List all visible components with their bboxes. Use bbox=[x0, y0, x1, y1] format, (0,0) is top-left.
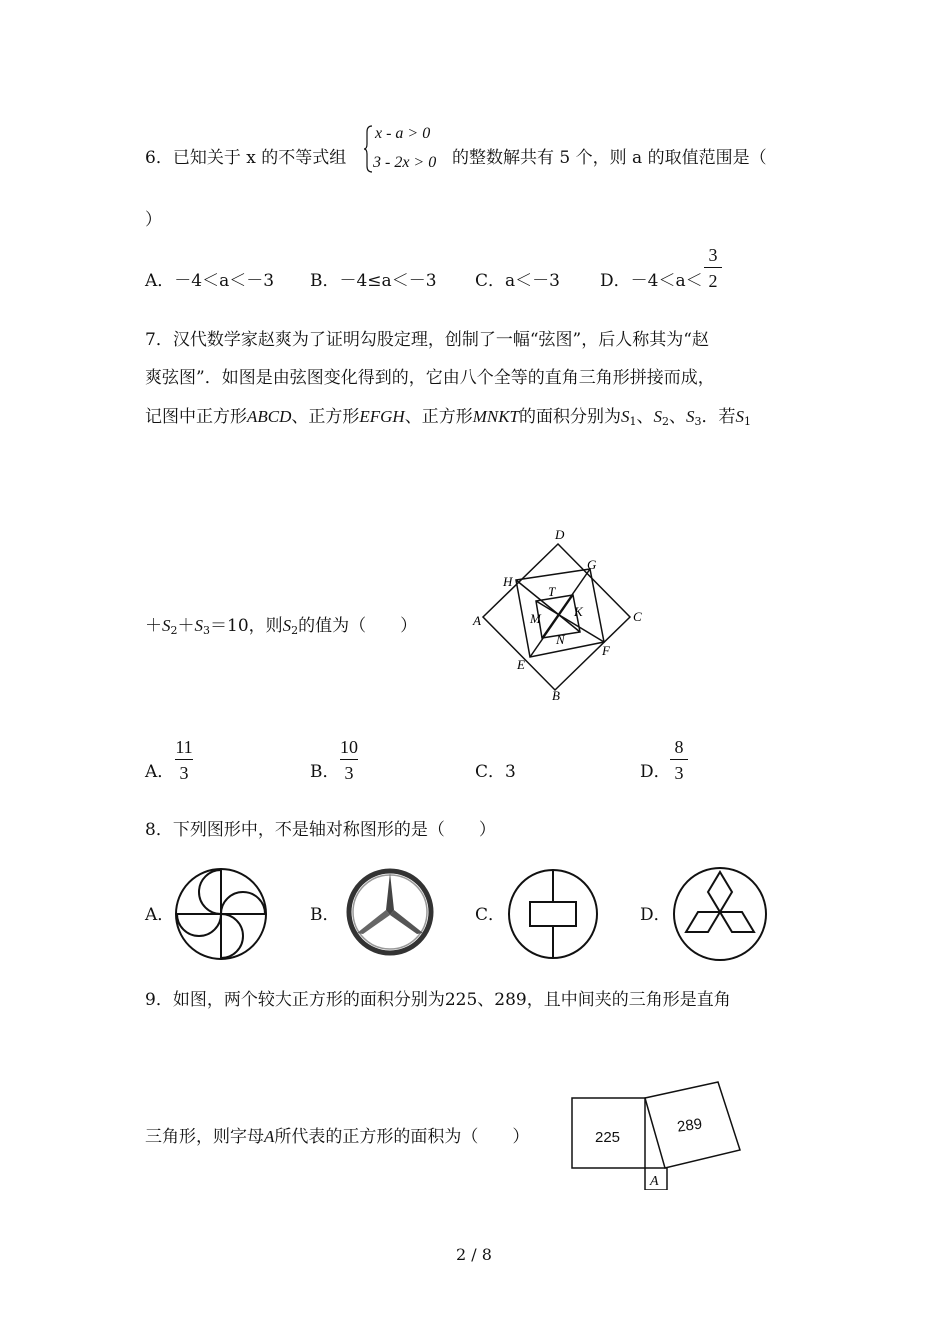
q6-prefix: 6．已知关于 x 的不等式组 bbox=[145, 148, 347, 168]
q7-line-1: 7．汉代数学家赵爽为了证明勾股定理，创制了一幅“弦图”，后人称其为“赵 bbox=[145, 330, 709, 350]
q7-option-a: A． bbox=[145, 762, 175, 782]
q7-option-d-fraction: 8 3 bbox=[670, 738, 688, 782]
q7-line-2: 爽弦图”．如图是由弦图变化得到的，它由八个全等的直角三角形拼接而成， bbox=[145, 368, 715, 388]
q6-option-b: B．－4≤a＜－3 bbox=[310, 271, 437, 291]
q6-close-paren: ） bbox=[145, 210, 162, 230]
three-diamonds-icon bbox=[670, 864, 770, 964]
q7-zhao-shuang-figure bbox=[470, 522, 670, 712]
q7-option-b: B． bbox=[310, 762, 340, 782]
label-a: A bbox=[473, 613, 481, 628]
label-t: T bbox=[548, 584, 556, 599]
q6-option-c: C．a＜－3 bbox=[475, 271, 560, 291]
label-n: N bbox=[556, 632, 565, 647]
q7-line-4: $+S_2+S_3=10$，则$S_2$的值为（ ） bbox=[145, 616, 418, 637]
q7-option-c: C．3 bbox=[475, 762, 516, 782]
q6-option-d-numerator: 3 bbox=[708, 245, 718, 265]
q7-line-3: 记图中正方形ABCD、正方形EFGH、正方形MNKT的面积分别为$S_1$、$S_2$、$S_3$．若$S_1$ bbox=[145, 407, 752, 428]
q9-squares-figure bbox=[570, 1080, 750, 1190]
three-pointed-star-icon bbox=[345, 867, 435, 957]
label-e: E bbox=[517, 657, 525, 672]
label-d: D bbox=[555, 527, 565, 542]
page-number: 2 / 8 bbox=[456, 1245, 492, 1264]
q7-option-a-fraction: 11 3 bbox=[175, 737, 193, 783]
q8-option-d-label: D． bbox=[640, 905, 671, 925]
square-289-label: 289 bbox=[676, 1115, 704, 1136]
q7-option-b-fraction: 10 3 bbox=[340, 737, 358, 783]
q6-suffix: 的整数解共有 5 个，则 a 的取值范围是（ bbox=[452, 148, 767, 168]
label-g: G bbox=[587, 557, 597, 572]
q8-question: 8．下列图形中，不是轴对称图形的是（ ） bbox=[145, 820, 496, 840]
q9-line-1: 9．如图，两个较大正方形的面积分别为225、289，且中间夹的三角形是直角 bbox=[145, 990, 731, 1010]
q6-option-d-denominator: 2 bbox=[708, 271, 718, 291]
q8-option-b-label: B． bbox=[310, 905, 340, 925]
label-k: K bbox=[574, 604, 583, 619]
label-b: B bbox=[552, 688, 560, 703]
square-a-label: A bbox=[650, 1174, 659, 1189]
q6-inequality-2: 3 - 2x > 0 bbox=[373, 154, 437, 171]
q6-option-d-fraction bbox=[704, 246, 722, 290]
q8-option-a-label: A． bbox=[145, 905, 175, 925]
label-m: M bbox=[530, 611, 541, 626]
label-f: F bbox=[602, 643, 610, 658]
pinwheel-circle-icon bbox=[173, 866, 269, 962]
q6-inequality-1: x - a > 0 bbox=[375, 125, 431, 142]
square-225-label: 225 bbox=[595, 1129, 621, 1146]
q8-option-c-label: C． bbox=[475, 905, 506, 925]
q6-option-d: D．－4＜a＜ bbox=[600, 271, 703, 291]
q6-option-a: A．－4＜a＜－3 bbox=[145, 271, 275, 291]
circle-rectangle-icon bbox=[505, 866, 601, 962]
q9-line-2: 三角形，则字母A所代表的正方形的面积为（ ） bbox=[145, 1127, 530, 1147]
label-h: H bbox=[503, 574, 513, 589]
q7-option-d: D． bbox=[640, 762, 671, 782]
label-c: C bbox=[633, 609, 642, 624]
